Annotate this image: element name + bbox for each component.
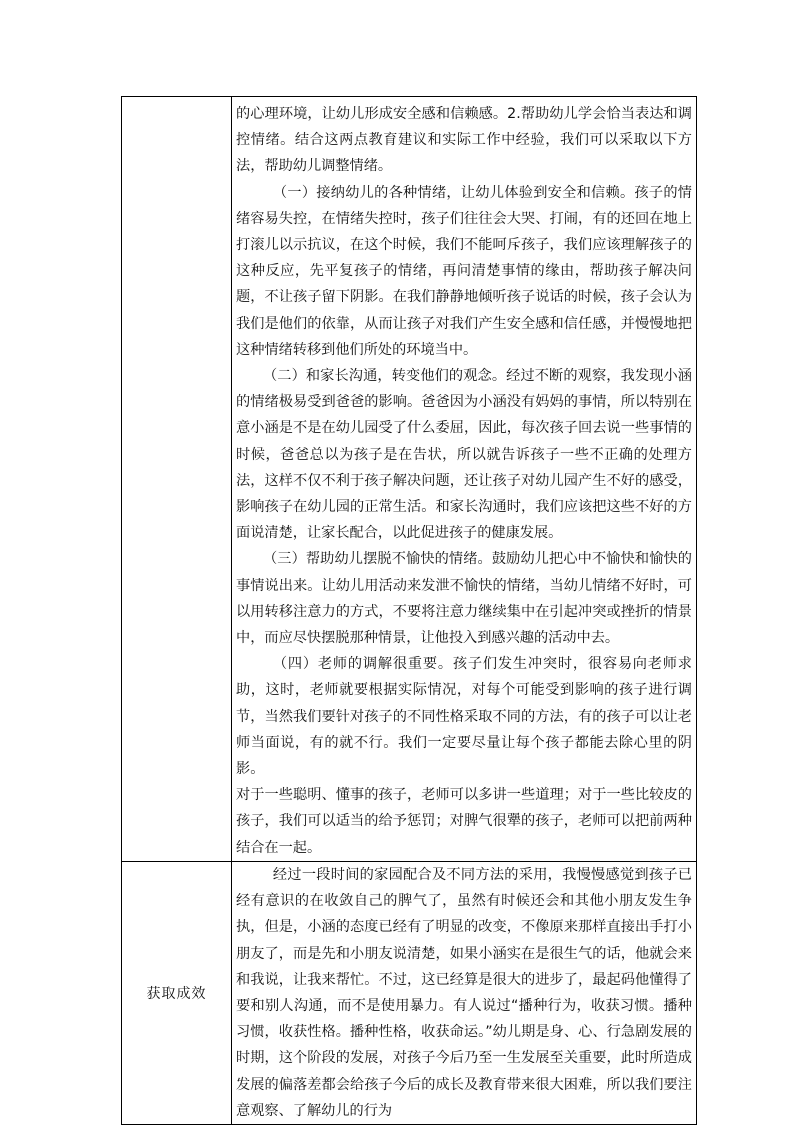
method-note-paragraph: 对于一些聪明、懂事的孩子，老师可以多讲一些道理；对于一些比较皮的孩子，我们可以适当的给予惩罚；对脾气很犟的孩子，老师可以把前两种结合在一起。: [236, 787, 692, 856]
table-row-methods: [122, 97, 697, 862]
record-table: [121, 96, 697, 1125]
intro-paragraph: 的心理环境，让幼儿形成安全感和信赖感。2.帮助幼儿学会恰当表达和调控情绪。结合这两点教育建议和实际工作中经验，我们可以采取以下方法，帮助幼儿调整情绪。: [236, 106, 692, 175]
method-three-paragraph: （三）帮助幼儿摆脱不愉快的情绪。鼓励幼儿把心中不愉快和愉快的事情说出来。让幼儿用活动来发泄不愉快的情绪，当幼儿情绪不好时，可以用转移注意力的方式，不要将注意力继续集中在引起冲突或挫折的情景中，而应尽快摆脱那种情景，让他投入到感兴趣的活动中去。: [236, 551, 692, 647]
method-four-paragraph: （四）老师的调解很重要。孩子们发生冲突时，很容易向老师求助，这时，老师就要根据实际情况，对每个可能受到影响的孩子进行调节，当然我们要针对孩子的不同性格采取不同的方法，有的孩子可以让老师当面说，有的就不行。我们一定要尽量让每个孩子都能去除心里的阴影。: [236, 656, 692, 778]
row-label-methods: [122, 97, 232, 862]
method-two-paragraph: （二）和家长沟通，转变他们的观念。经过不断的观察，我发现小涵的情绪极易受到爸爸的影响。爸爸因为小涵没有妈妈的事情，所以特别在意小涵是不是在幼儿园受了什么委屈，因此，每次孩子回去说一些事情的时候，爸爸总以为孩子是在告状，所以就告诉孩子一些不正确的处理方法，这样不仅不利于孩子解决问题，还让孩子对幼儿园产生不好的感受，影响孩子在幼儿园的正常生活。和家长沟通时，我们应该把这些不好的方面说清楚，让家长配合，以此促进孩子的健康发展。: [236, 368, 692, 542]
results-content-cell: [232, 861, 697, 1124]
table-row-results: [122, 861, 697, 1124]
methods-content-cell: [232, 97, 697, 862]
method-one-paragraph: （一）接纳幼儿的各种情绪，让幼儿体验到安全和信赖。孩子的情绪容易失控，在情绪失控时，孩子们往往会大哭、打闹，有的还回在地上打滚儿以示抗议，在这个时候，我们不能呵斥孩子，我们应该理解孩子的这种反应，先平复孩子的情绪，再问清楚事情的缘由，帮助孩子解决问题，不让孩子留下阴影。在我们静静地倾听孩子说话的时候，孩子会认为我们是他们的依靠，从而让孩子对我们产生安全感和信任感，并慢慢地把这种情绪转移到他们所处的环境当中。: [236, 184, 692, 358]
results-paragraph: 经过一段时间的家园配合及不同方法的采用，我慢慢感觉到孩子已经有意识的在收敛自己的脾气了，虽然有时候还会和其他小朋友发生争执，但是，小涵的态度已经有了明显的改变，不像原来那样直接出手打小朋友了，而是先和小朋友说清楚，如果小涵实在是很生气的话，他就会来和我说，让我来帮忙。不过，这已经算是很大的进步了，最起码他懂得了要和别人沟通，而不是使用暴力。有人说过“播种行为，收获习惯。播种习惯，收获性格。播种性格，收获命运。”幼儿期是身、心、行急剧发展的时期，这个阶段的发展，对孩子今后乃至一生发展至关重要，此时所造成发展的偏落差都会给孩子今后的成长及教育带来很大困难，所以我们要注意观察、了解幼儿的行为: [236, 866, 692, 1119]
row-label-results: 获取成效: [122, 861, 232, 1124]
